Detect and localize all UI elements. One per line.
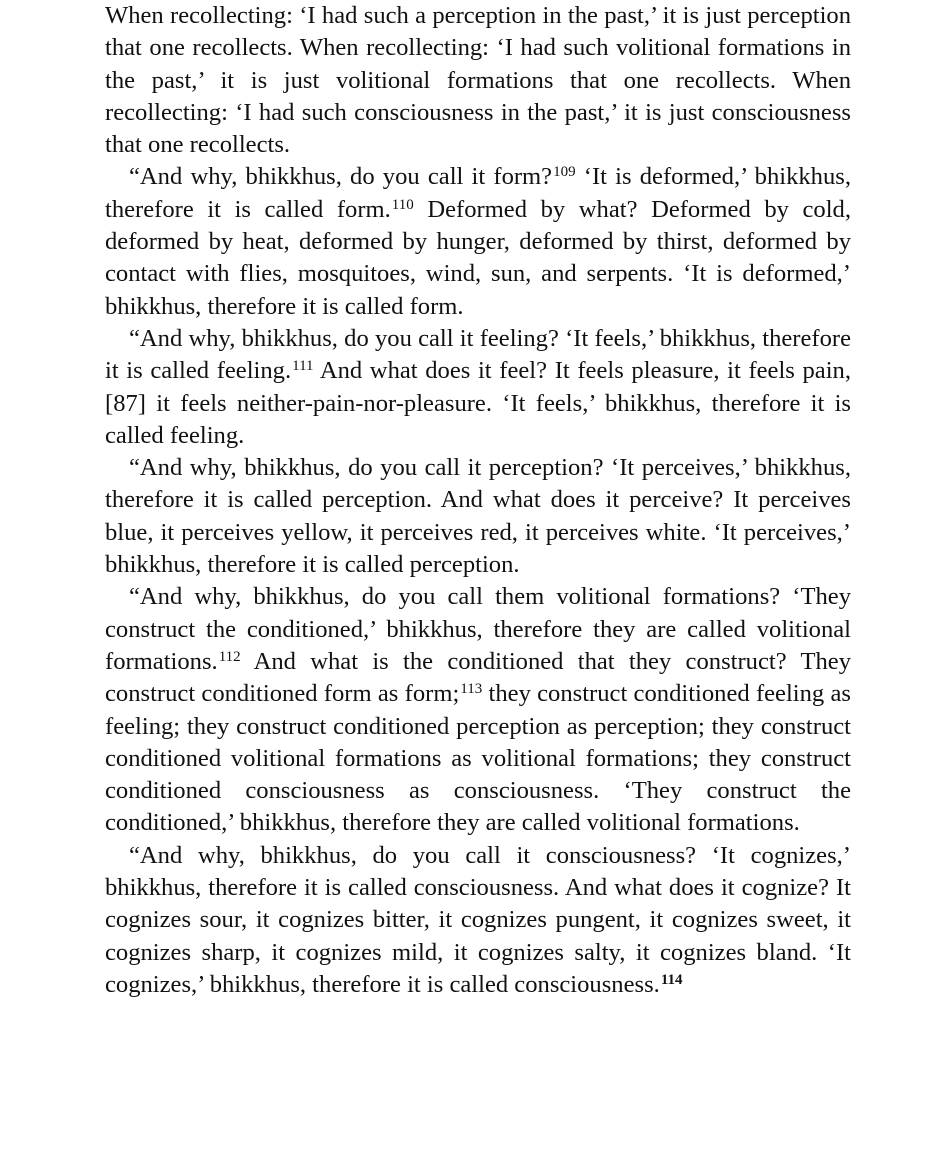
footnote-marker-110[interactable]: 110 — [391, 196, 414, 213]
paragraph-feeling — [105, 323, 851, 452]
paragraph-text: And what does it feel? It feels pleasure, it feels pain, [87] it feels neither-pain-nor-pleasure. ‘It feels,’ bhikkhus, therefore it is called feeling. — [105, 357, 852, 449]
footnote-marker-111[interactable]: 111 — [292, 358, 314, 375]
paragraph-text: “And why, bhikkhus, do you call them volitional formations? ‘They construct the conditioned,’ bhikkhus, therefore they are called volitional formations. — [105, 583, 851, 675]
paragraph-text: “And why, bhikkhus, do you call it perception? ‘It perceives,’ bhikkhus, therefore it is called perception. And what does it perceive? It perceives blue, it perceives yellow, it perceives red, it perceives white. ‘It perceives,’ bhikkhus, therefore it is called perception. — [105, 454, 851, 579]
footnote-marker-109[interactable]: 109 — [553, 164, 576, 181]
paragraph-form — [105, 161, 851, 322]
paragraph-text: When recollecting: ‘I had such a perception in the past,’ it is just perception that one recollects. When recollecting: ‘I had such volitional formations in the past,’ it is just volitional formations that one recollects. When recollecting: ‘I had such consciousness in the past,’ it is just consciousness that one recollects. — [105, 2, 851, 159]
paragraph-text: And what is the conditioned that they construct? They construct conditioned form as form; — [105, 647, 851, 708]
paragraph-recollecting — [105, 0, 851, 161]
paragraph-text: ‘It is deformed,’ bhikkhus, therefore it is called form. — [105, 163, 852, 223]
paragraph-text: “And why, bhikkhus, do you call it consciousness? ‘It cognizes,’ bhikkhus, therefore it is called consciousness. And what does it cognize? It cognizes sour, it cognizes bitter, it cognizes pungent, it cognizes sweet, it cognizes sharp, it cognizes mild, it cognizes salty, it cognizes bland. ‘It cognizes,’ bhikkhus, therefore it is called consciousness. — [105, 841, 851, 998]
paragraph-perception — [105, 452, 851, 581]
document-page — [105, 0, 851, 1001]
footnote-marker-113[interactable]: 113 — [460, 680, 483, 697]
paragraph-text: they construct conditioned feeling as feeling; they construct conditioned perception as perception; they construct conditioned volitional formations as volitional formations; they construct conditioned consciousness as consciousness. ‘They construct the conditioned,’ bhikkhus, therefore they are called volitional formations. — [105, 680, 851, 837]
paragraph-text: “And why, bhikkhus, do you call it feeling? ‘It feels,’ bhikkhus, therefore it is called feeling. — [105, 324, 851, 385]
paragraph-text: Deformed by what? Deformed by cold, deformed by heat, deformed by hunger, deformed by thirst, deformed by contact with flies, mosquitoes, wind, sun, and serpents. ‘It is deformed,’ bhikkhus, therefore it is called form. — [105, 195, 852, 320]
paragraph-consciousness — [105, 840, 851, 1001]
paragraph-text: “And why, bhikkhus, do you call it form? — [129, 163, 553, 191]
footnote-marker-114[interactable]: 114 — [660, 971, 683, 988]
paragraph-volitional-formations — [105, 581, 851, 839]
footnote-marker-112[interactable]: 112 — [218, 648, 241, 665]
